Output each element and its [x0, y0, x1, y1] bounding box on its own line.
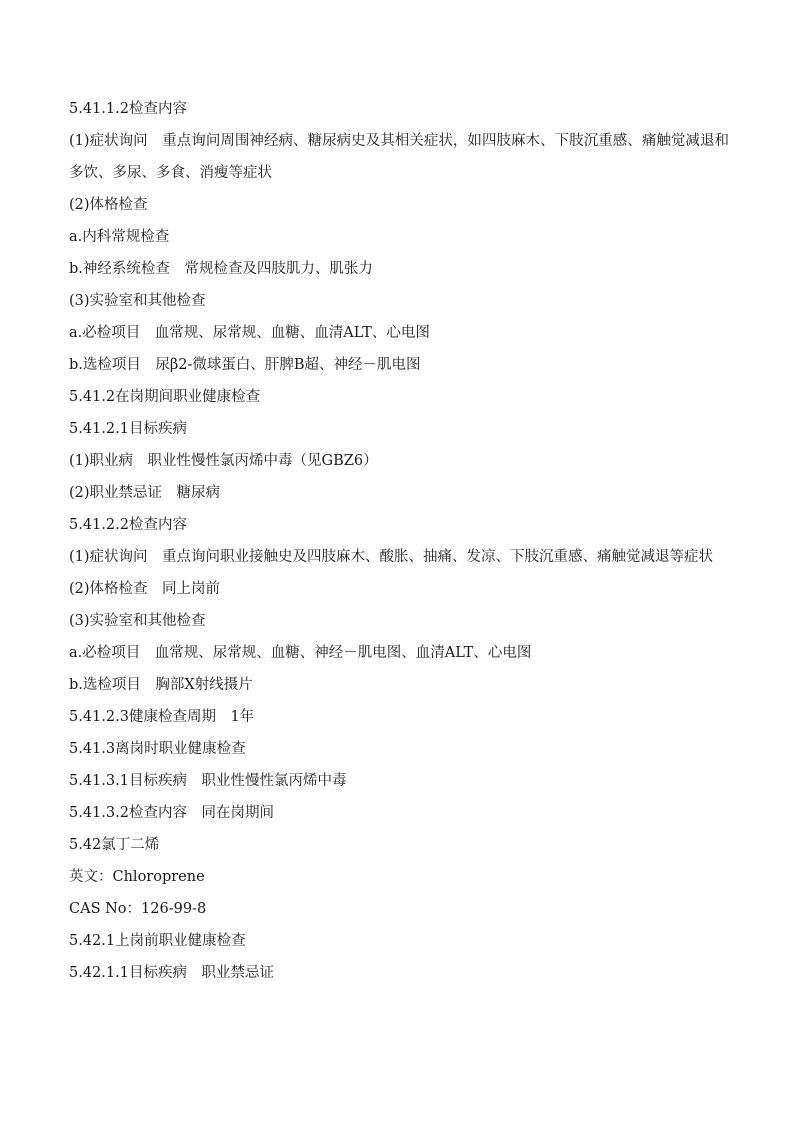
- paragraph-symptom-inquiry-onjob: (1)症状询问 重点询问职业接触史及四肢麻木、酸胀、抽痛、发凉、下肢沉重感、痛触觉减退等症状: [69, 549, 714, 565]
- list-item-nervous-system: b.神经系统检查 常规检查及四肢肌力、肌张力: [69, 261, 373, 277]
- list-item-occupational-disease: (1)职业病 职业性慢性氯丙烯中毒（见GBZ6）: [69, 453, 378, 469]
- list-item-mandatory-items-onjob: a.必检项目 血常规、尿常规、血糖、神经－肌电图、血清ALT、心电图: [69, 645, 532, 661]
- paragraph-symptom-inquiry-pre: (1)症状询问 重点询问周围神经病、糖尿病史及其相关症状，如四肢麻木、下肢沉重感、痛触觉减退和多饮、多尿、多食、消瘦等症状: [69, 133, 729, 181]
- section-heading-5-41-3-1: 5.41.3.1目标疾病 职业性慢性氯丙烯中毒: [69, 773, 347, 789]
- cas-number: CAS No：126-99-8: [69, 901, 207, 917]
- section-heading-5-42: 5.42氯丁二烯: [69, 837, 160, 853]
- english-name: 英文：Chloroprene: [69, 869, 205, 885]
- section-heading-5-41-3: 5.41.3离岗时职业健康检查: [69, 741, 246, 757]
- document-body: [69, 93, 729, 989]
- list-item-physical-exam: (2)体格检查: [69, 197, 148, 213]
- section-heading-5-42-1-1: 5.42.1.1目标疾病 职业禁忌证: [69, 965, 274, 981]
- section-heading-5-41-2-1: 5.41.2.1目标疾病: [69, 421, 187, 437]
- list-item-optional-items-onjob: b.选检项目 胸部X射线摄片: [69, 677, 253, 693]
- section-heading-5-41-1-2: 5.41.1.2检查内容: [69, 101, 187, 117]
- list-item-optional-items: b.选检项目 尿β2-微球蛋白、肝脾B超、神经－肌电图: [69, 357, 421, 373]
- list-item-lab-tests-onjob: (3)实验室和其他检查: [69, 613, 206, 629]
- section-heading-5-41-2-2: 5.41.2.2检查内容: [69, 517, 187, 533]
- section-heading-5-41-3-2: 5.41.3.2检查内容 同在岗期间: [69, 805, 274, 821]
- list-item-physical-exam-onjob: (2)体格检查 同上岗前: [69, 581, 221, 597]
- section-heading-5-41-2: 5.41.2在岗期间职业健康检查: [69, 389, 261, 405]
- list-item-internal-medicine: a.内科常规检查: [69, 229, 170, 245]
- section-heading-5-42-1: 5.42.1上岗前职业健康检查: [69, 933, 246, 949]
- list-item-mandatory-items: a.必检项目 血常规、尿常规、血糖、血清ALT、心电图: [69, 325, 430, 341]
- list-item-lab-tests: (3)实验室和其他检查: [69, 293, 206, 309]
- section-heading-5-41-2-3: 5.41.2.3健康检查周期 1年: [69, 709, 255, 725]
- list-item-contraindication: (2)职业禁忌证 糖尿病: [69, 485, 221, 501]
